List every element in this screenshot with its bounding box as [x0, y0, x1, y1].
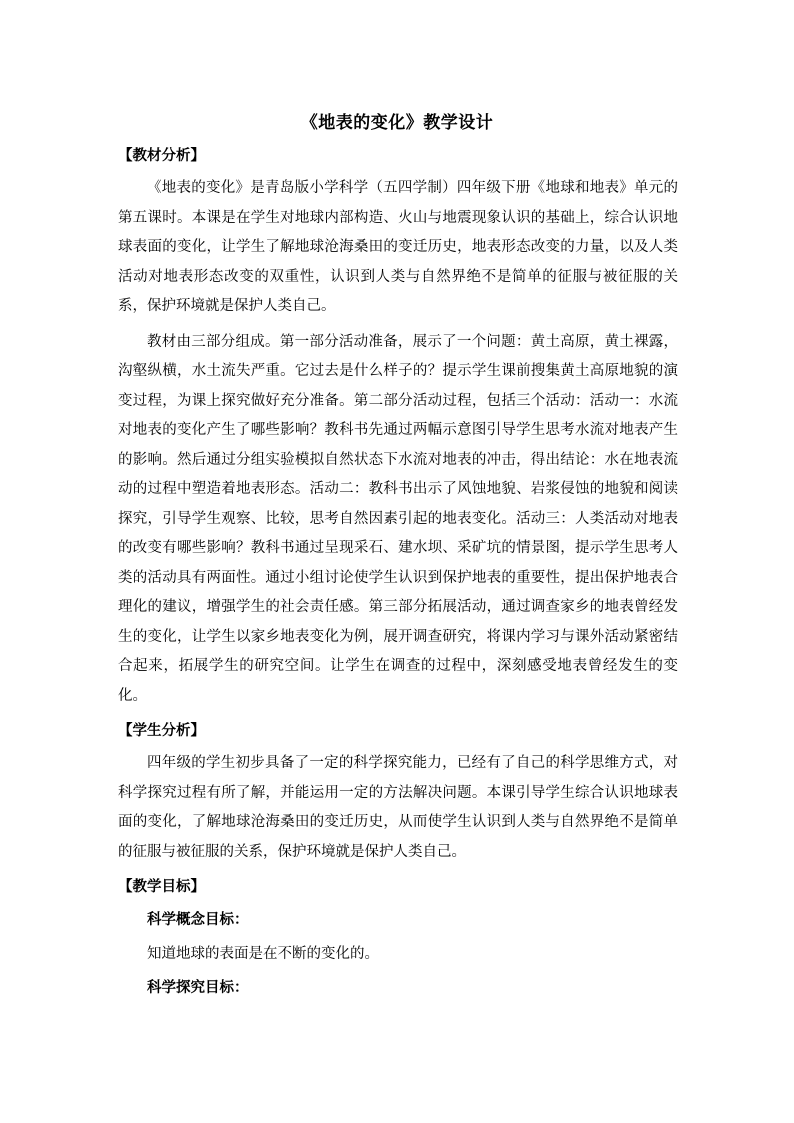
paragraph-textbook-analysis-1: 《地表的变化》是青岛版小学科学（五四学制）四年级下册《地球和地表》单元的第五课时。本课是在学生对地球内部构造、火山与地震现象认识的基础上，综合认识地球表面的变化，让学生了解地球沧海桑田的变迁历史，地表形态改变的力量，以及人类活动对地表形态改变的双重性，认识到人类与自然界绝不是简单的征服与被征服的关系，保护环境就是保护人类自己。	[118, 180, 678, 314]
paragraph-student-analysis-1: 四年级的学生初步具备了一定的科学探究能力，已经有了自己的科学思维方式，对科学探究过程有所了解，并能运用一定的方法解决问题。本课引导学生综合认识地球表面的变化，了解地球沧海桑田的变迁历史，从而使学生认识到人类与自然界绝不是简单的征服与被征服的关系，保护环境就是保护人类自己。	[118, 755, 678, 860]
section-heading-student-analysis: 【学生分析】	[118, 722, 205, 739]
section-heading-textbook-analysis: 【教材分析】	[118, 147, 205, 164]
document-body	[118, 142, 678, 1003]
paragraph-textbook-analysis-2: 教材由三部分组成。第一部分活动准备，展示了一个问题：黄土高原，黄土裸露，沟壑纵横，水土流失严重。它过去是什么样子的？提示学生课前搜集黄土高原地貌的演变过程，为课上探究做好充分准备。第二部分活动过程，包括三个活动：活动一：水流对地表的变化产生了哪些影响？教科书先通过两幅示意图引导学生思考水流对地表产生的影响。然后通过分组实验模拟自然状态下水流对地表的冲击，得出结论：水在地表流动的过程中塑造着地表形态。活动二：教科书出示了风蚀地貌、岩浆侵蚀的地貌和阅读探究，引导学生观察、比较，思考自然因素引起的地表变化。活动三：人类活动对地表的改变有哪些影响？教科书通过呈现采石、建水坝、采矿坑的情景图，提示学生思考人类的活动具有两面性。通过小组讨论使学生认识到保护地表的重要性，提出保护地表合理化的建议，增强学生的社会责任感。第三部分拓展活动，通过调查家乡的地表曾经发生的变化，让学生以家乡地表变化为例，展开调查研究，将课内学习与课外活动紧密结合起来，拓展学生的研究空间。让学生在调查的过程中，深刻感受地表曾经发生的变化。	[118, 333, 678, 704]
subheading-concept-goal: 科学概念目标：	[147, 911, 249, 928]
concept-goal-text: 知道地球的表面是在不断的变化的。	[147, 946, 379, 962]
document-title: 《地表的变化》教学设计	[300, 113, 494, 133]
section-heading-teaching-goals: 【教学目标】	[118, 878, 205, 895]
subheading-inquiry-goal: 科学探究目标：	[147, 979, 249, 996]
